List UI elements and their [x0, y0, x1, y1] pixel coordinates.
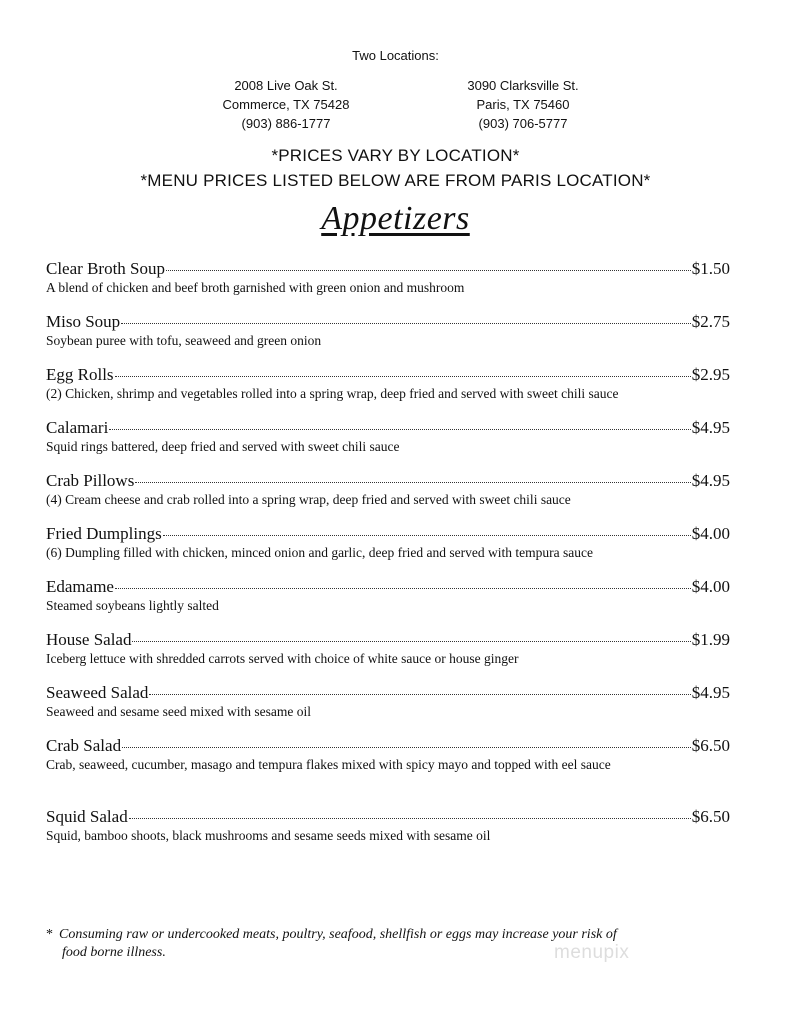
menu-item: [46, 311, 730, 350]
item-price: $4.95: [691, 418, 730, 437]
item-description: Iceberg lettuce with shredded carrots served with choice of white sauce or house ginger: [46, 651, 519, 666]
item-description: A blend of chicken and beef broth garnished with green onion and mushroom: [46, 280, 465, 295]
item-name: Edamame: [46, 577, 114, 596]
item-name: Clear Broth Soup: [46, 259, 165, 278]
leader-dots: [115, 375, 691, 377]
item-description: Crab, seaweed, cucumber, masago and tempura flakes mixed with spicy mayo and topped with eel sauce: [46, 757, 611, 772]
item-name: Fried Dumplings: [46, 524, 162, 543]
item-price: $4.00: [691, 577, 730, 596]
section-title-appetizers: Appetizers: [321, 200, 470, 237]
location-paris: [423, 76, 623, 133]
paris-price-notice: *MENU PRICES LISTED BELOW ARE FROM PARIS LOCATION*: [140, 171, 651, 190]
footnote-line-2: food borne illness.: [62, 945, 166, 960]
location-street: 2008 Live Oak St.: [234, 78, 338, 93]
menu-item: [46, 258, 730, 297]
leader-dots: [166, 269, 691, 271]
food-safety-footnote: [46, 926, 736, 962]
menu-item: [46, 470, 730, 509]
item-name: House Salad: [46, 630, 132, 649]
item-price: $6.50: [691, 736, 730, 755]
menu-item: [46, 523, 730, 562]
leader-dots: [149, 693, 690, 695]
item-name: Egg Rolls: [46, 365, 114, 384]
leader-dots: [163, 534, 691, 536]
menu-item: [46, 576, 730, 615]
item-description: Seaweed and sesame seed mixed with sesame oil: [46, 704, 312, 719]
location-city: Commerce, TX 75428: [222, 97, 350, 112]
menu-item: [46, 417, 730, 456]
item-name: Squid Salad: [46, 807, 128, 826]
footnote-line-1: Consuming raw or undercooked meats, poultry, seafood, shellfish or eggs may increase your risk of: [59, 927, 617, 942]
menu-item: [46, 682, 730, 721]
locations-heading: Two Locations:: [352, 48, 439, 63]
item-description: (6) Dumpling filled with chicken, minced onion and garlic, deep fried and served with tempura sauce: [46, 545, 593, 560]
leader-dots: [129, 817, 691, 819]
item-price: $2.75: [691, 312, 730, 331]
item-name: Miso Soup: [46, 312, 121, 331]
item-price: $4.95: [691, 471, 730, 490]
footnote-asterisk: *: [46, 927, 53, 942]
watermark-logo: menupix: [554, 942, 630, 963]
item-name: Calamari: [46, 418, 109, 437]
item-name: Crab Salad: [46, 736, 122, 755]
menu-item: [46, 364, 730, 403]
item-description: Squid rings battered, deep fried and served with sweet chili sauce: [46, 439, 400, 454]
item-description: Squid, bamboo shoots, black mushrooms and sesame seeds mixed with sesame oil: [46, 828, 491, 843]
item-name: Crab Pillows: [46, 471, 135, 490]
menu-item: [46, 735, 730, 774]
location-city: Paris, TX 75460: [476, 97, 570, 112]
menu-item: [46, 629, 730, 668]
item-price: $4.95: [691, 683, 730, 702]
location-phone: (903) 706-5777: [478, 116, 568, 131]
item-price: $4.00: [691, 524, 730, 543]
menu-item: [46, 806, 730, 845]
price-notice: *PRICES VARY BY LOCATION*: [271, 146, 520, 165]
leader-dots: [109, 428, 690, 430]
item-price: $6.50: [691, 807, 730, 826]
item-description: Soybean puree with tofu, seaweed and green onion: [46, 333, 322, 348]
location-street: 3090 Clarksville St.: [467, 78, 579, 93]
item-price: $2.95: [691, 365, 730, 384]
location-phone: (903) 886-1777: [241, 116, 331, 131]
item-name: Seaweed Salad: [46, 683, 149, 702]
leader-dots: [115, 587, 691, 589]
leader-dots: [121, 322, 691, 324]
item-description: Steamed soybeans lightly salted: [46, 598, 219, 613]
location-commerce: [186, 76, 386, 133]
item-price: $1.50: [691, 259, 730, 278]
leader-dots: [132, 640, 690, 642]
item-description: (4) Cream cheese and crab rolled into a spring wrap, deep fried and served with sweet chili sauce: [46, 492, 571, 507]
leader-dots: [122, 746, 691, 748]
item-description: (2) Chicken, shrimp and vegetables rolled into a spring wrap, deep fried and served with sweet chili sauce: [46, 386, 619, 401]
leader-dots: [135, 481, 690, 483]
item-price: $1.99: [691, 630, 730, 649]
